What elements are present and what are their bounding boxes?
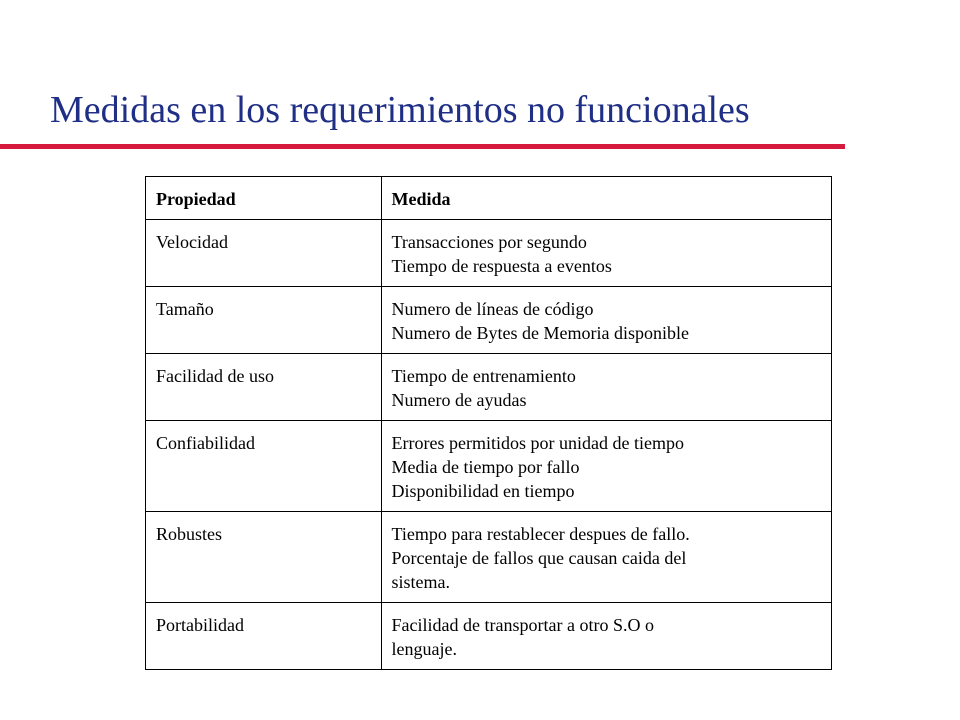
table-row [146,603,832,670]
cell-medida [381,220,831,287]
cell-propiedad: Confiabilidad [146,421,382,512]
measures-table [145,176,832,670]
medida-line: lenguaje. [391,639,458,659]
medida-line: Media de tiempo por fallo [391,457,580,477]
medida-line: Disponibilidad en tiempo [391,481,575,501]
header-propiedad: Propiedad [146,177,382,220]
medida-line: Tiempo de respuesta a eventos [391,256,612,276]
cell-propiedad: Robustes [146,512,382,603]
medida-line: Numero de Bytes de Memoria disponible [391,323,689,343]
table-row [146,220,832,287]
cell-medida [381,603,831,670]
medida-line: Numero de líneas de código [391,299,594,319]
table-header-row [146,177,832,220]
table-row [146,287,832,354]
header-medida: Medida [381,177,831,220]
medida-line: Tiempo de entrenamiento [391,366,576,386]
table-row [146,421,832,512]
cell-propiedad: Tamaño [146,287,382,354]
slide-title: Medidas en los requerimientos no funcionales [50,89,750,131]
cell-propiedad: Portabilidad [146,603,382,670]
medida-line: Porcentaje de fallos que causan caida del [391,548,687,568]
cell-medida [381,421,831,512]
medida-line: Transacciones por segundo [391,232,587,252]
cell-medida [381,512,831,603]
medida-line: Errores permitidos por unidad de tiempo [391,433,684,453]
cell-propiedad: Facilidad de uso [146,354,382,421]
medida-line: Facilidad de transportar a otro S.O o [391,615,654,635]
medida-line: sistema. [391,572,451,592]
cell-medida [381,287,831,354]
cell-medida [381,354,831,421]
medida-line: Numero de ayudas [391,390,527,410]
cell-propiedad: Velocidad [146,220,382,287]
table-row [146,512,832,603]
title-underline [0,144,845,149]
medida-line: Tiempo para restablecer despues de fallo. [391,524,690,544]
table-row [146,354,832,421]
